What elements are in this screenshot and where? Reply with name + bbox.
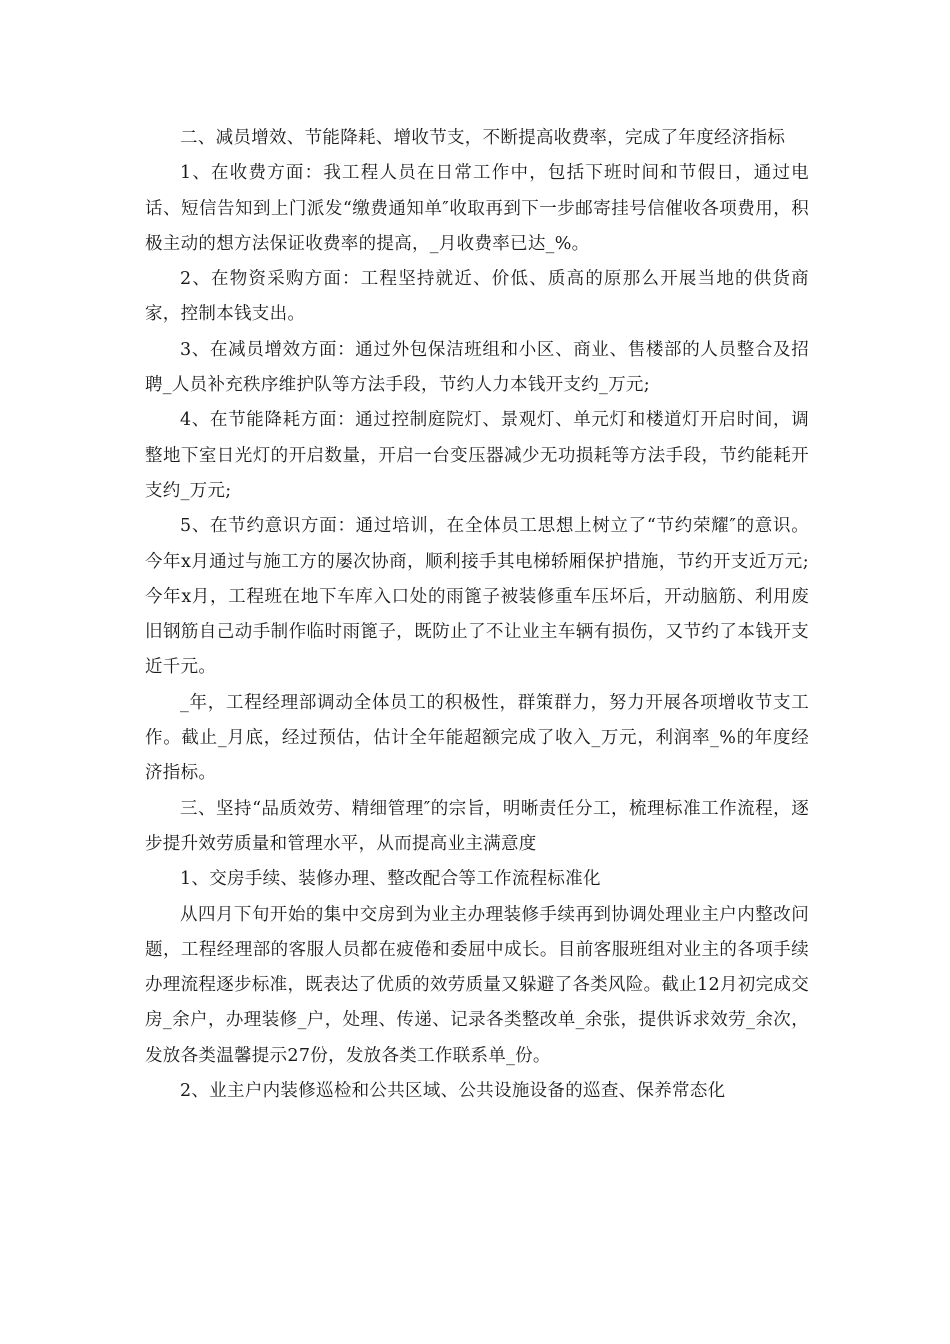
section-heading-service-quality: 三、坚持“品质效劳、精细管理″的宗旨，明晰责任分工，梳理标准工作流程，逐步提升效劳质量和管理水平，从而提高业主满意度 — [145, 798, 809, 854]
paragraph-fee-collection: 1、在收费方面：我工程人员在日常工作中，包括下班时间和节假日，通过电话、短信告知到上门派发“缴费通知单″收取再到下一步邮寄挂号信催收各项费用，积极主动的想方法保证收费率的提高，_月收费率已达_%。 — [145, 163, 809, 254]
paragraph-handover-details: 从四月下旬开始的集中交房到为业主办理装修手续再到协调处理业主户内整改问题，工程经理部的客服人员都在疲倦和委屈中成长。目前客服班组对业主的各项手续办理流程逐步标准，既表达了优质的效劳质量又躲避了各类风险。截止12月初完成交房_余户，办理装修_户，处理、传递、记录各类整改单_余张，提供诉求效劳_余次，发放各类温馨提示27份，发放各类工作联系单_份。 — [145, 904, 809, 1066]
document-body — [145, 121, 809, 1109]
paragraph-energy-saving: 4、在节能降耗方面：通过控制庭院灯、景观灯、单元灯和楼道灯开启时间，调整地下室日光灯的开启数量，开启一台变压器减少无功损耗等方法手段，节约能耗开支约_万元; — [145, 410, 809, 501]
paragraph-saving-awareness: 5、在节约意识方面：通过培训，在全体员工思想上树立了“节约荣耀″的意识。今年x月通过与施工方的屡次协商，顺利接手其电梯轿厢保护措施，节约开支近万元;今年x月，工程班在地下车库入口处的雨篦子被装修重车压坏后，开动脑筋、利用废旧钢筋自己动手制作临时雨篦子，既防止了不让业主车辆有损伤，又节约了本钱开支近千元。 — [145, 516, 809, 678]
section-heading-economic: 二、减员增效、节能降耗、增收节支，不断提高收费率，完成了年度经济指标 — [180, 128, 786, 148]
subheading-process-standardization: 1、交房手续、装修办理、整改配合等工作流程标准化 — [180, 869, 601, 890]
paragraph-staff-efficiency: 3、在减员增效方面：通过外包保洁班组和小区、商业、售楼部的人员整合及招聘_人员补充秩序维护队等方法手段，节约人力本钱开支约_万元; — [145, 339, 809, 396]
paragraph-annual-summary: _年，工程经理部调动全体员工的积极性，群策群力，努力开展各项增收节支工作。截止_月底，经过预估，估计全年能超额完成了收入_万元，利润率_%的年度经济指标。 — [145, 692, 809, 784]
paragraph-procurement: 2、在物资采购方面：工程坚持就近、价低、质高的原那么开展当地的供货商家，控制本钱支出。 — [145, 269, 809, 325]
subheading-inspection-maintenance: 2、业主户内装修巡检和公共区域、公共设施设备的巡查、保养常态化 — [180, 1081, 726, 1102]
